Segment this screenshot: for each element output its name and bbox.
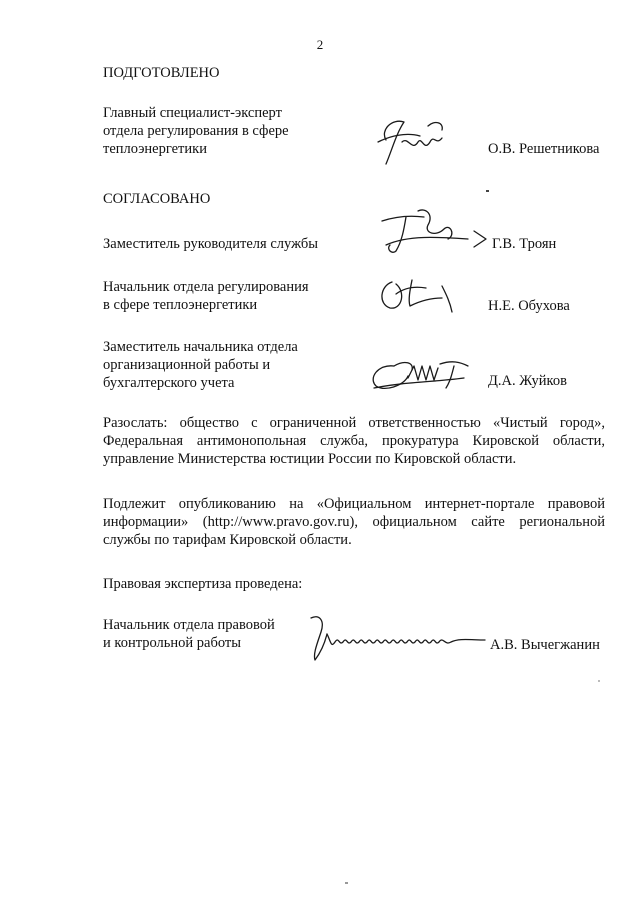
signature-reshetnikova <box>372 112 454 172</box>
stray-mark <box>486 190 489 192</box>
signer-1-name: Г.В. Троян <box>492 236 557 252</box>
signature-zhuikov <box>364 352 476 398</box>
scan-speck <box>598 680 600 682</box>
signature-vychegzhanin <box>305 612 491 664</box>
distribution-paragraph: Разослать: общество с ограниченной ответственностью «Чистый город», Федеральная антимонопольная служба, прокуратура Кировской области, управление Министерства юстиции России по Кировской области. <box>103 415 605 467</box>
signer-3-name: Д.А. Жуйков <box>488 373 567 389</box>
page-number: 2 <box>316 37 324 52</box>
signer-3-position: Заместитель начальника отдела организационной работы и бухгалтерского учета <box>103 339 298 391</box>
publication-paragraph: Подлежит опубликованию на «Официальном интернет-портале правовой информации» (http://www.pravo.gov.ru), официальном сайте региональной службы по тарифам Кировской области. <box>103 496 605 548</box>
prepared-position: Главный специалист-эксперт отдела регулирования в сфере теплоэнергетики <box>103 105 289 157</box>
signer-2-name: Н.Е. Обухова <box>488 298 570 314</box>
signature-obukhova <box>372 268 462 318</box>
signer-2-position: Начальник отдела регулирования в сфере теплоэнергетики <box>103 279 309 313</box>
signer-1-position: Заместитель руководителя службы <box>103 236 319 252</box>
legal-review-position: Начальник отдела правовой и контрольной работы <box>103 617 275 651</box>
prepared-name: О.В. Решетникова <box>488 141 600 157</box>
signature-troyan <box>378 205 490 257</box>
legal-review-name: А.В. Вычегжанин <box>490 637 600 653</box>
prepared-heading: ПОДГОТОВЛЕНО <box>103 65 220 81</box>
legal-review-heading: Правовая экспертиза проведена: <box>103 576 303 592</box>
scan-speck <box>345 882 348 884</box>
agreed-heading: СОГЛАСОВАНО <box>103 191 211 207</box>
